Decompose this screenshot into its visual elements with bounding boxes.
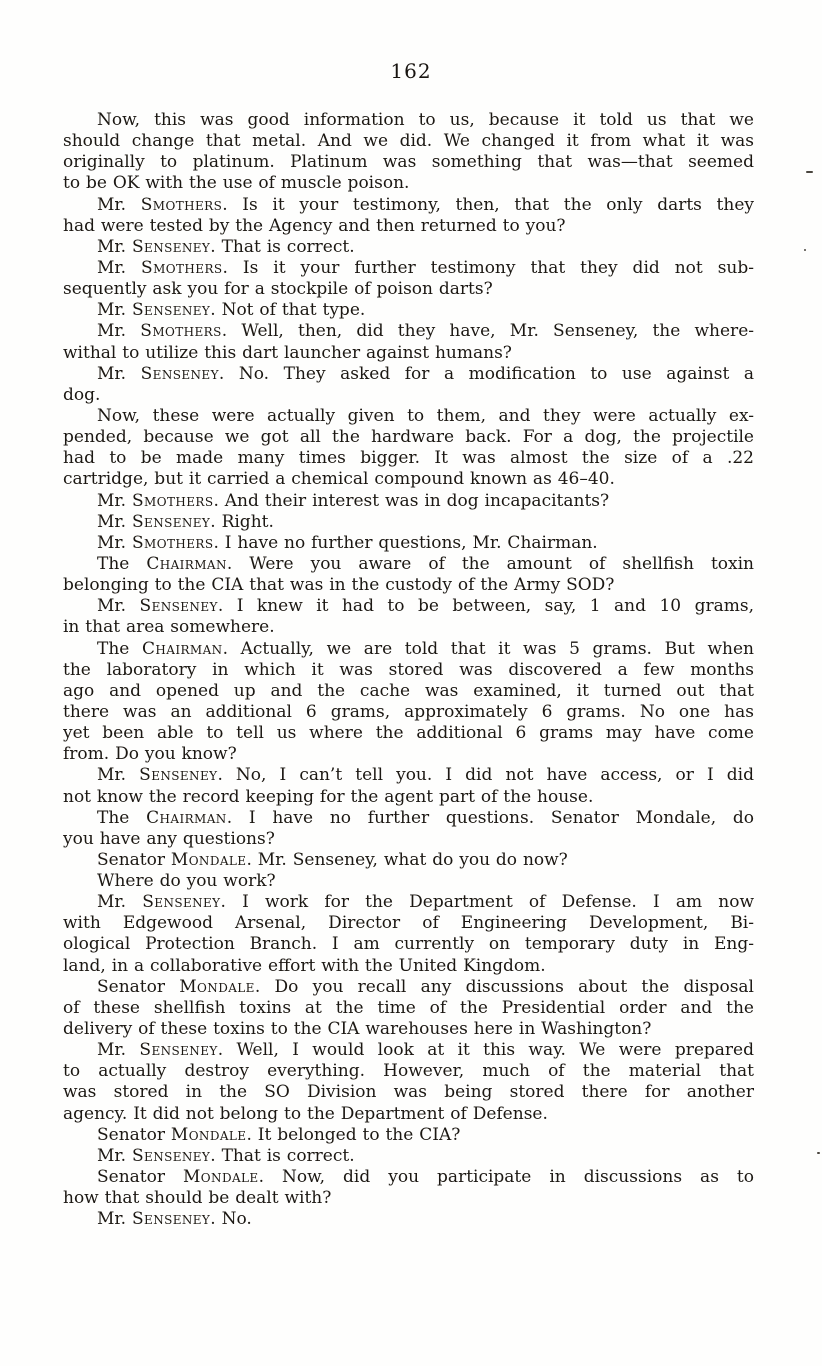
line-text: . It belonged to the CIA?	[246, 1124, 461, 1145]
line-text: Mr.	[97, 532, 132, 553]
line-text: . Do you recall any discussions about the disposal	[254, 976, 754, 997]
transcript-line	[63, 427, 754, 448]
line-text: . Well, then, did they have, Mr. Senseney, the where-	[221, 321, 754, 342]
line-text: dog.	[63, 384, 101, 405]
speaker-name: Senseney	[139, 765, 218, 786]
transcript-line	[63, 110, 754, 131]
line-text: Mr.	[97, 765, 140, 786]
speaker-name: Senseney	[131, 1145, 211, 1166]
line-text: Mr.	[97, 257, 142, 278]
transcript-line	[63, 321, 754, 342]
transcript-line	[63, 850, 754, 871]
line-text: the laboratory in which it was stored was discovered a few months	[63, 659, 754, 680]
transcript-line	[63, 934, 754, 955]
transcript-line	[63, 237, 754, 258]
line-text: Mr.	[97, 321, 141, 342]
line-text: Mr.	[97, 363, 141, 384]
line-text: . No.	[210, 1209, 252, 1230]
line-text: . Not of that type.	[210, 300, 366, 321]
line-text: there was an additional 6 grams, approximately 6 grams. No one has	[63, 701, 754, 722]
line-text: . I knew it had to be between, say, 1 and 10 grams,	[217, 596, 754, 617]
line-text: . I have no further questions. Senator Mondale, do	[226, 807, 754, 828]
transcript-line	[63, 1167, 754, 1188]
line-text: ago and opened up and the cache was examined, it turned out that	[63, 680, 754, 701]
speaker-name: Chairman	[141, 638, 223, 659]
transcript-line	[63, 808, 754, 829]
transcript-line	[63, 596, 754, 617]
line-text: Mr.	[97, 1040, 140, 1061]
transcript-line	[63, 913, 754, 934]
transcript-line	[63, 723, 754, 744]
line-text: Now, this was good information to us, because it told us that we	[97, 110, 754, 130]
line-text: Senator	[97, 1124, 171, 1145]
transcript-line	[63, 998, 754, 1019]
transcript-line	[63, 1125, 754, 1146]
line-text: had to be made many times bigger. It was almost the size of a .22	[63, 448, 754, 469]
transcript-line	[63, 617, 754, 638]
transcript-line	[63, 681, 754, 702]
line-text: Senator	[97, 1167, 183, 1188]
transcript-line	[63, 871, 754, 892]
transcript-line	[63, 1082, 754, 1103]
line-text: . I have no further questions, Mr. Chairman.	[213, 532, 598, 553]
transcript-line	[63, 765, 754, 786]
line-text: land, in a collaborative effort with the United Kingdom.	[63, 955, 546, 976]
transcript-line	[63, 702, 754, 723]
speaker-name: Smothers	[131, 532, 214, 553]
speaker-name: Senseney	[142, 892, 221, 913]
line-text: Now, these were actually given to them, and they were actually ex-	[97, 405, 754, 426]
transcript-line	[63, 744, 754, 765]
line-text: should change that metal. And we did. We changed it from what it was	[63, 131, 754, 152]
transcript-line	[63, 1188, 754, 1209]
line-text: how that should be dealt with?	[63, 1188, 332, 1209]
speaker-name: Senseney	[131, 511, 211, 532]
line-text: was stored in the SO Division was being stored there for another	[63, 1082, 754, 1103]
line-text: withal to utilize this dart launcher against humans?	[63, 342, 512, 363]
line-text: Senator	[97, 976, 180, 997]
line-text: . Is it your testimony, then, that the only darts they	[222, 194, 754, 215]
transcript-line	[63, 787, 754, 808]
line-text: in that area somewhere.	[63, 617, 275, 638]
transcript-line	[63, 385, 754, 406]
line-text: of these shellfish toxins at the time of the Presidential order and the	[63, 997, 754, 1018]
transcript-line	[63, 1040, 754, 1061]
line-text: . Were you aware of the amount of shellfish toxin	[226, 553, 754, 574]
speaker-name: Chairman	[146, 807, 227, 828]
line-text: The	[97, 638, 142, 659]
line-text: . I work for the Department of Defense. I am now	[220, 892, 754, 913]
line-text: . No, I can’t tell you. I did not have access, or I did	[217, 765, 754, 786]
transcript-line	[63, 258, 754, 279]
speaker-name: Senseney	[131, 236, 211, 257]
line-text: to be OK with the use of muscle poison.	[63, 173, 410, 194]
line-text: ological Protection Branch. I am currently on temporary duty in Eng-	[63, 934, 754, 955]
speaker-name: Senseney	[131, 300, 211, 321]
transcript-line	[63, 892, 754, 913]
scan-artifact-dot	[804, 249, 806, 251]
transcript-line	[63, 300, 754, 321]
transcript-line	[63, 1209, 754, 1230]
scan-artifact-dot	[817, 1152, 820, 1154]
transcript	[63, 110, 754, 1230]
transcript-line	[63, 1146, 754, 1167]
transcript-line	[63, 343, 754, 364]
speaker-name: Senseney	[140, 363, 219, 384]
transcript-line	[63, 956, 754, 977]
speaker-name: Smothers	[140, 321, 222, 342]
line-text: sequently ask you for a stockpile of poison darts?	[63, 279, 493, 300]
line-text: . That is correct.	[210, 236, 355, 257]
transcript-line	[63, 406, 754, 427]
line-text: Where do you work?	[97, 871, 276, 892]
line-text: . Well, I would look at it this way. We were prepared	[217, 1040, 754, 1061]
line-text: to actually destroy everything. However, much of the material that	[63, 1061, 754, 1082]
transcript-line	[63, 491, 754, 512]
line-text: . Is it your further testimony that they did not sub-	[222, 257, 754, 278]
transcript-line	[63, 216, 754, 237]
line-text: . Actually, we are told that it was 5 grams. But when	[222, 638, 754, 659]
scan-artifact-dash	[806, 171, 813, 173]
speaker-name: Mondale	[170, 1124, 247, 1145]
transcript-line	[63, 977, 754, 998]
transcript-line	[63, 448, 754, 469]
transcript-line	[63, 1061, 754, 1082]
line-text: Mr.	[97, 596, 140, 617]
transcript-line	[63, 1104, 754, 1125]
line-text: Senator	[97, 849, 171, 870]
speaker-name: Senseney	[131, 1209, 211, 1230]
line-text: agency. It did not belong to the Department of Defense.	[63, 1103, 548, 1124]
line-text: had were tested by the Agency and then returned to you?	[63, 215, 566, 236]
line-text: Mr.	[97, 892, 143, 913]
line-text: cartridge, but it carried a chemical compound known as 46–40.	[63, 469, 615, 490]
line-text: The	[97, 553, 147, 574]
speaker-name: Smothers	[141, 257, 223, 278]
transcript-line	[63, 554, 754, 575]
transcript-line	[63, 1019, 754, 1040]
speaker-name: Senseney	[139, 1040, 218, 1061]
transcript-line	[63, 660, 754, 681]
transcript-line	[63, 829, 754, 850]
speaker-name: Mondale	[183, 1167, 259, 1188]
speaker-name: Smothers	[131, 490, 214, 511]
line-text: . Mr. Senseney, what do you do now?	[246, 849, 568, 870]
line-text: Mr.	[97, 490, 132, 511]
line-text: Mr.	[97, 511, 132, 532]
line-text: originally to platinum. Platinum was something that was—that seemed	[63, 152, 754, 173]
transcript-line	[63, 364, 754, 385]
line-text: pended, because we got all the hardware back. For a dog, the projectile	[63, 427, 754, 448]
line-text: you have any questions?	[63, 828, 275, 849]
line-text: belonging to the CIA that was in the custody of the Army SOD?	[63, 575, 615, 596]
transcript-line	[63, 173, 754, 194]
line-text: Mr.	[97, 194, 141, 215]
line-text: Mr.	[97, 1209, 132, 1230]
transcript-line	[63, 575, 754, 596]
speaker-name: Mondale	[170, 849, 247, 870]
line-text: Mr.	[97, 300, 132, 321]
line-text: delivery of these toxins to the CIA warehouses here in Washington?	[63, 1019, 652, 1040]
line-text: . No. They asked for a modification to use against a	[218, 363, 754, 384]
transcript-line	[63, 639, 754, 660]
transcript-line	[63, 131, 754, 152]
line-text: yet been able to tell us where the additional 6 grams may have come	[63, 723, 754, 744]
transcript-line	[63, 195, 754, 216]
line-text: with Edgewood Arsenal, Director of Engineering Development, Bi-	[63, 913, 754, 934]
speaker-name: Smothers	[140, 194, 223, 215]
transcript-line	[63, 512, 754, 533]
line-text: . Right.	[210, 511, 274, 532]
transcript-line	[63, 469, 754, 490]
speaker-name: Mondale	[179, 976, 255, 997]
transcript-line	[63, 533, 754, 554]
line-text: not know the record keeping for the agent part of the house.	[63, 786, 594, 807]
line-text: The	[97, 807, 147, 828]
line-text: . And their interest was in dog incapacitants?	[213, 490, 610, 511]
speaker-name: Chairman	[146, 553, 227, 574]
line-text: . That is correct.	[210, 1145, 355, 1166]
line-text: . Now, did you participate in discussions as to	[258, 1167, 754, 1188]
line-text: from. Do you know?	[63, 744, 237, 765]
line-text: Mr.	[97, 236, 132, 257]
transcript-line	[63, 152, 754, 173]
page-number: 162	[390, 59, 432, 83]
line-text: Mr.	[97, 1145, 132, 1166]
transcript-line	[63, 279, 754, 300]
speaker-name: Senseney	[139, 596, 218, 617]
